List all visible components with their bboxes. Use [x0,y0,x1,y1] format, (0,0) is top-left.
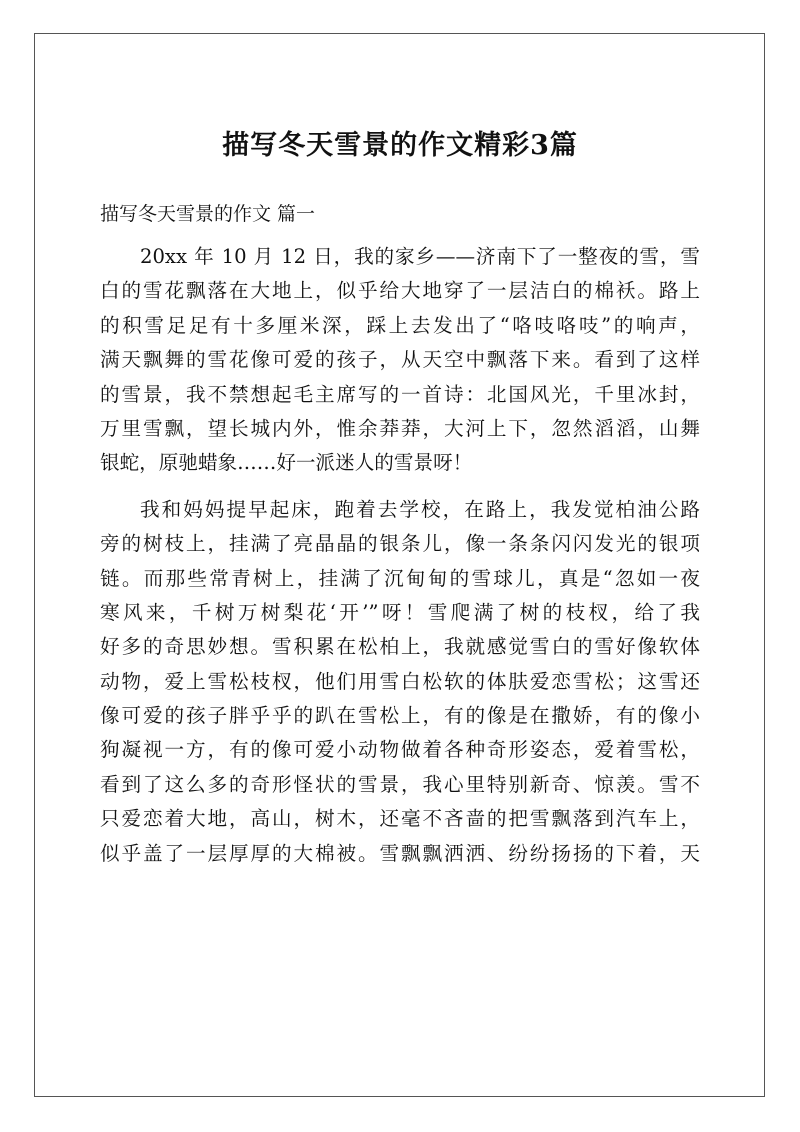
text-line: 万里雪飘，望长城内外，惟余莽莽，大河上下，忽然滔滔，山舞 [100,416,700,440]
text-line: 似乎盖了一层厚厚的大棉被。雪飘飘洒洒、纷纷扬扬的下着，天 [100,841,700,865]
section-heading: 描写冬天雪景的作文 篇一 [100,203,316,225]
text-line: 满天飘舞的雪花像可爱的孩子，从天空中飘落下来。看到了这样 [100,348,700,372]
text-line: 银蛇，原驰蜡象……好一派迷人的雪景呀！ [100,451,473,475]
paragraph-1 [100,240,700,481]
text-line: 白的雪花飘落在大地上，似乎给大地穿了一层洁白的棉袄。路上 [100,279,700,303]
text-line: 20xx 年 10 月 12 日，我的家乡——济南下了一整夜的雪，雪 [140,245,700,268]
text-line: 像可爱的孩子胖乎乎的趴在雪松上，有的像是在撒娇，有的像小 [100,704,700,728]
text-line: 的积雪足足有十多厘米深，踩上去发出了“咯吱咯吱”的响声， [100,313,700,337]
text-line: 旁的树枝上，挂满了亮晶晶的银条儿，像一条条闪闪发光的银项 [100,532,700,556]
text-line: 动物，爱上雪松枝杈，他们用雪白松软的体肤爱恋雪松；这雪还 [100,669,700,693]
paragraph-gap [100,481,700,493]
paragraph-2 [100,493,700,871]
text-line: 看到了这么多的奇形怪状的雪景，我心里特别新奇、惊羡。雪不 [100,772,700,796]
text-line: 链。而那些常青树上，挂满了沉甸甸的雪球儿，真是“忽如一夜 [100,566,700,590]
text-line: 狗凝视一方，有的像可爱小动物做着各种奇形姿态，爱着雪松， [100,738,700,762]
text-line: 好多的奇思妙想。雪积累在松柏上，我就感觉雪白的雪好像软体 [100,635,700,659]
document-title: 描写冬天雪景的作文精彩3篇 [222,130,578,161]
text-line: 我和妈妈提早起床，跑着去学校，在路上，我发觉柏油公路 [140,497,700,521]
text-line: 的雪景，我不禁想起毛主席写的一首诗：北国风光，千里冰封， [100,382,700,406]
text-line: 只爱恋着大地，高山，树木，还毫不吝啬的把雪飘落到汽车上， [100,807,700,831]
body-text [100,240,700,871]
text-line: 寒风来，千树万树梨花‘开’”呀！雪爬满了树的枝杈，给了我 [100,600,700,624]
